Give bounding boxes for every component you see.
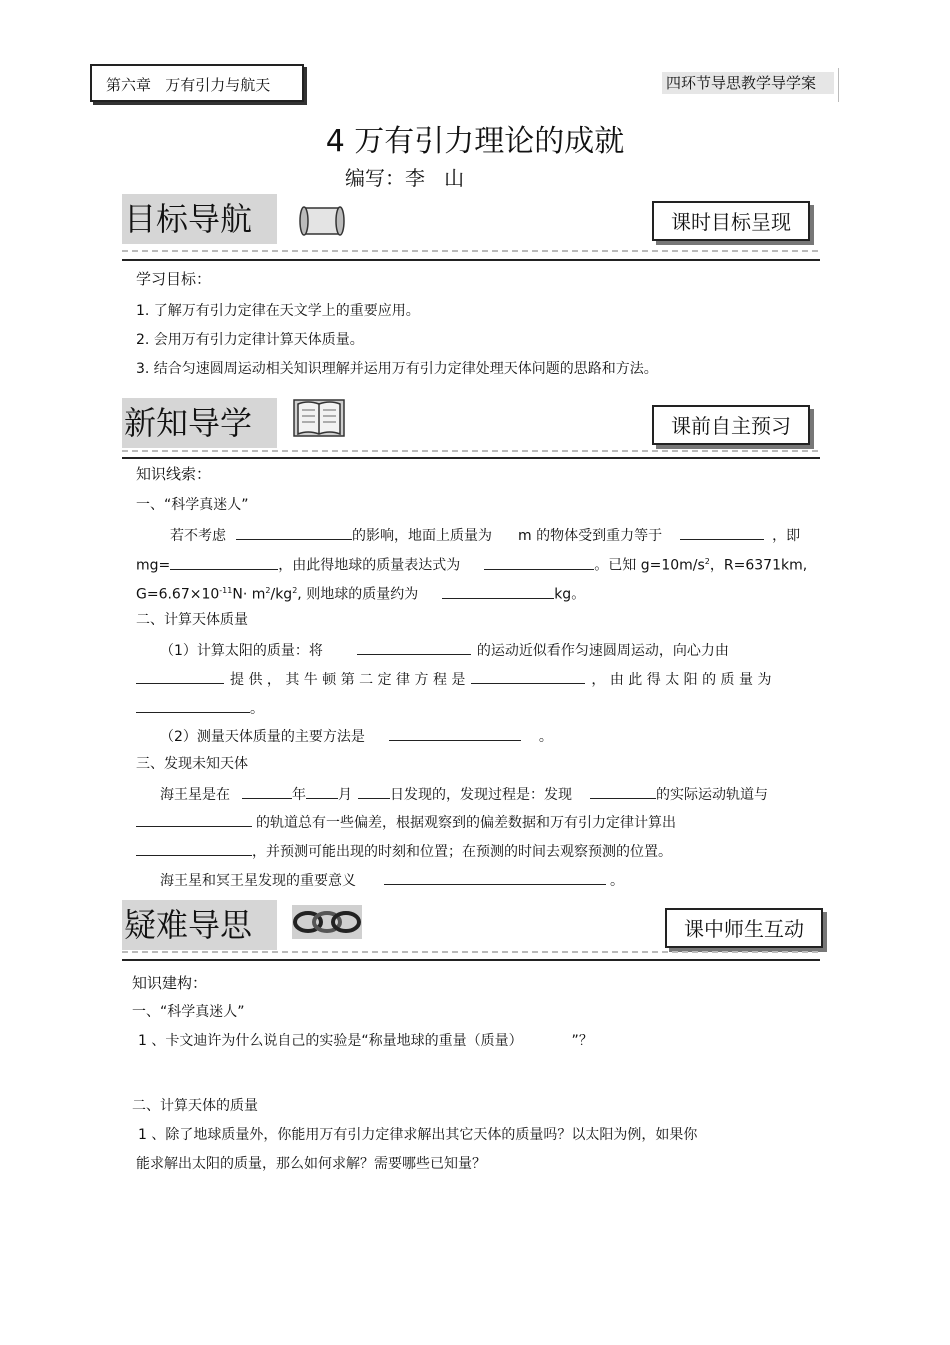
section-badge-interaction: 课中师生互动 bbox=[665, 908, 823, 948]
page-title: 4 万有引力理论的成就 bbox=[325, 124, 625, 159]
fill-blank[interactable] bbox=[136, 669, 224, 684]
build-question: 1 、除了地球质量外，你能用万有引力定律求解出其它天体的质量吗？以太阳为例，如果你 bbox=[138, 1127, 698, 1143]
section-heading-interaction: 疑难导思 bbox=[122, 900, 277, 950]
section-dash-divider bbox=[122, 951, 818, 953]
section-heading-preview: 新知导学 bbox=[122, 398, 277, 448]
scroll-icon bbox=[298, 204, 346, 242]
fill-blank[interactable] bbox=[136, 698, 250, 713]
goal-item: 2. 会用万有引力定律计算天体质量。 bbox=[136, 332, 364, 348]
fill-blank[interactable] bbox=[170, 555, 278, 570]
build-question-cont: 能求解出太阳的质量，那么如何求解？需要哪些已知量？ bbox=[136, 1156, 486, 1172]
clues-part3-title: 三、发现未知天体 bbox=[136, 756, 248, 772]
fill-line: ，并预测可能出现的时刻和位置；在预测的时间去观察预测的位置。 bbox=[136, 841, 672, 861]
section-heading-goals: 目标导航 bbox=[122, 194, 277, 244]
fill-blank[interactable] bbox=[484, 555, 594, 570]
fill-line: $G=6.67\times 10^{-11}N\cdot m^2/kg^2$, 则地球的质量约为 kg。 bbox=[136, 582, 585, 604]
header-divider bbox=[838, 68, 839, 102]
goal-item: 1. 了解万有引力定律在天文学上的重要应用。 bbox=[136, 303, 420, 319]
section-rule bbox=[122, 959, 820, 961]
goals-label: 学习目标： bbox=[136, 270, 212, 288]
fill-blank[interactable] bbox=[442, 584, 554, 599]
build-part1-title: 一、“科学真迷人” bbox=[132, 1004, 245, 1020]
clues-part2-title: 二、计算天体质量 bbox=[136, 612, 248, 628]
fill-blank[interactable] bbox=[136, 841, 252, 856]
fill-blank[interactable] bbox=[590, 784, 656, 799]
section-badge-preview: 课前自主预习 bbox=[652, 405, 810, 445]
section-badge-goals: 课时目标呈现 bbox=[652, 201, 810, 241]
fill-line: （1）计算太阳的质量：将 的运动近似看作匀速圆周运动，向心力由 bbox=[160, 640, 729, 660]
fill-line: 提 供 ， 其 牛 顿 第 二 定 律 方 程 是 ， 由 此 得 太 阳 的 质 量 为 bbox=[136, 669, 771, 689]
author-line: 编写：李 山 bbox=[345, 166, 465, 190]
fill-line: 海王星和冥王星发现的重要意义 。 bbox=[160, 870, 624, 890]
chapter-label: 第六章 万有引力与航天 bbox=[90, 64, 304, 102]
clues-part1-title: 一、“科学真迷人” bbox=[136, 497, 249, 513]
fill-line: mg= ，由此得地球的质量表达式为 。已知 $g=10m/s^2$，R=6371km, bbox=[136, 553, 807, 575]
fill-blank[interactable] bbox=[236, 525, 352, 540]
build-label: 知识建构： bbox=[132, 974, 208, 992]
build-question: 1 、卡文迪许为什么说自己的实验是“称量地球的重量（质量） ”？ bbox=[138, 1033, 593, 1049]
fill-blank[interactable] bbox=[136, 812, 252, 827]
goal-item: 3. 结合匀速圆周运动相关知识理解并运用万有引力定律处理天体问题的思路和方法。 bbox=[136, 361, 658, 377]
fill-blank[interactable] bbox=[306, 784, 338, 799]
fill-blank[interactable] bbox=[384, 870, 606, 885]
book-icon bbox=[292, 396, 346, 444]
section-rule bbox=[122, 259, 820, 261]
section-rule bbox=[122, 457, 820, 459]
clues-label: 知识线索： bbox=[136, 465, 212, 483]
fill-line: 。 bbox=[136, 698, 264, 718]
fill-blank[interactable] bbox=[357, 640, 471, 655]
series-label: 四环节导思教学导学案 bbox=[662, 72, 834, 94]
fill-blank[interactable] bbox=[242, 784, 292, 799]
chain-icon bbox=[292, 905, 362, 943]
fill-blank[interactable] bbox=[471, 669, 585, 684]
section-dash-divider bbox=[122, 250, 818, 252]
fill-line: 的轨道总有一些偏差，根据观察到的偏差数据和万有引力定律计算出 bbox=[136, 812, 676, 832]
fill-line: 若不考虑 的影响，地面上质量为 m 的物体受到重力等于 ，即 bbox=[170, 525, 800, 545]
fill-blank[interactable] bbox=[358, 784, 390, 799]
fill-line: （2）测量天体质量的主要方法是 。 bbox=[160, 726, 553, 746]
fill-blank[interactable] bbox=[389, 726, 521, 741]
build-part2-title: 二、计算天体的质量 bbox=[132, 1098, 258, 1114]
fill-line: 海王星是在 年 月 日发现的，发现过程是：发现 的实际运动轨道与 bbox=[160, 784, 768, 804]
section-dash-divider bbox=[122, 450, 818, 452]
fill-blank[interactable] bbox=[680, 525, 764, 540]
